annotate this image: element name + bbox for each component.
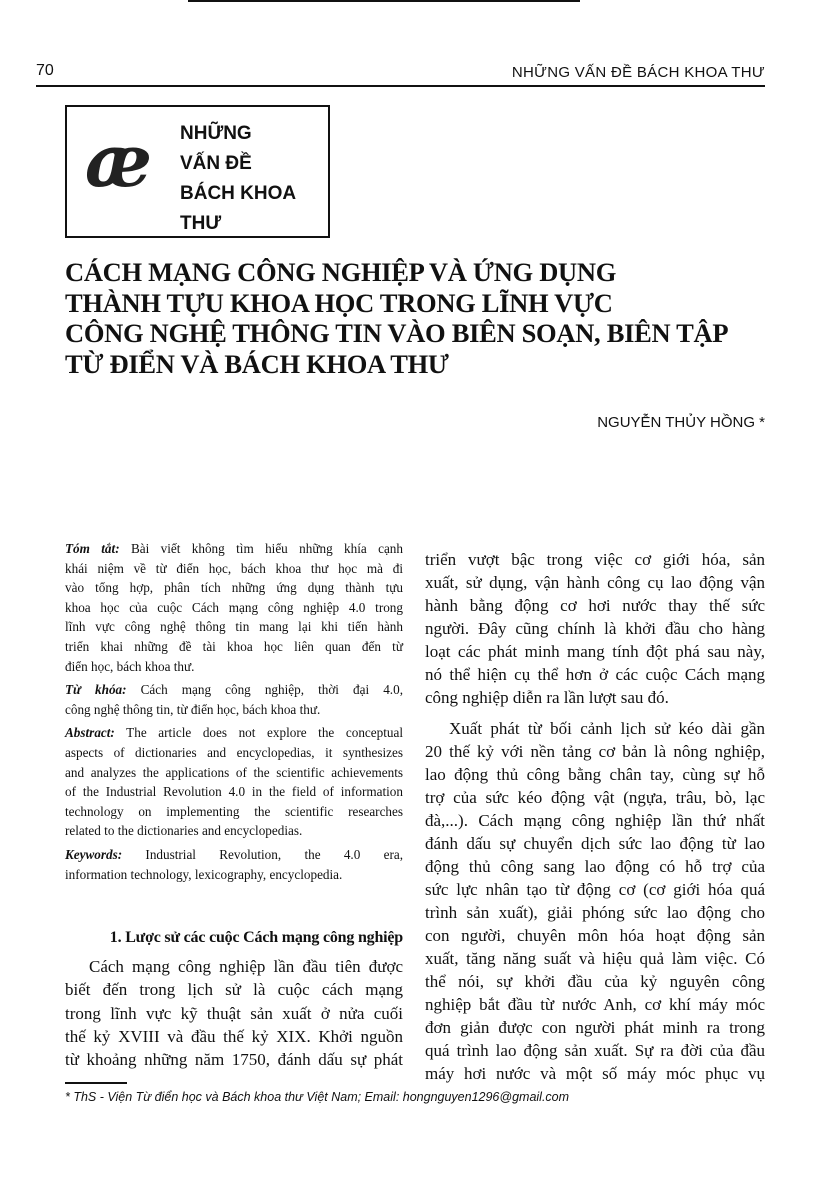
text-line: trợ của sức kéo động vật (ngựa, trâu, bò, lạc (425, 788, 765, 807)
box-title-line: BÁCH KHOA (180, 183, 297, 204)
line-text: Bài viết không tìm hiểu những khía cạnh (119, 541, 403, 556)
text-line: từ khoảng những năm 1750, đánh dấu sự phát (65, 1050, 403, 1070)
title-line: THÀNH TỰU KHOA HỌC TRONG LĨNH VỰC (65, 287, 613, 318)
text-line: đà,...). Cách mạng công nghiệp lần thứ nhất (425, 811, 765, 830)
title-line: TỪ ĐIỂN VÀ BÁCH KHOA THƯ (65, 348, 449, 379)
text-line: nó thể hiện cụ thể hơn ở các cuộc Cách mạng (425, 665, 765, 684)
running-header: NHỮNG VẤN ĐỀ BÁCH KHOA THƯ (511, 64, 765, 81)
right-column-body (425, 548, 765, 1093)
text-line: loạt các phát minh mang tính đột phá sau này, (425, 642, 765, 661)
text-line (65, 763, 403, 783)
text-line: đánh dấu sự chuyển dịch sức lao động từ lao (425, 834, 765, 853)
text-line: biết đến trong lịch sử là cuộc cách mạng (65, 980, 403, 1000)
line-text: aspects of dictionaries and encyclopedias, it synthesizes (65, 744, 403, 760)
text-line (65, 865, 403, 885)
text-line: thể nói, sự khởi đầu của kỷ nguyên công (425, 972, 765, 991)
text-line: Xuất phát từ bối cảnh lịch sử kéo dài gần (449, 719, 765, 738)
line-text: information technology, lexicography, encyclopedia. (65, 866, 343, 882)
text-line: nghiệp bắt đầu từ nước Anh, cơ khí máy móc (425, 995, 765, 1014)
text-line (65, 821, 403, 841)
title-line: CÔNG NGHỆ THÔNG TIN VÀO BIÊN SOẠN, BIÊN TẬP (65, 318, 729, 348)
line-text: điển học, bách khoa thư. (65, 658, 195, 674)
text-line: thế kỷ XVIII và đầu thế kỷ XIX. Khởi nguồn (65, 1026, 403, 1046)
text-line (65, 680, 403, 700)
text-line: lao động thủ công bằng chân tay, cùng sự hỗ (425, 765, 765, 784)
box-title-line: VẤN ĐỀ (180, 153, 252, 174)
text-line (65, 723, 403, 743)
line-text: lĩnh vực công nghệ thông tin mang lại khi tiến hành (65, 619, 403, 635)
text-line: đơn giản được con người phát minh ra trong (425, 1018, 765, 1037)
text-line: trong lĩnh vực kỹ thuật sản xuất ở nửa cuối (65, 1003, 403, 1023)
journal-logo-box (65, 105, 330, 238)
box-title-line: NHỮNG (180, 123, 252, 144)
line-text: technology on implementing the scientific researches (65, 803, 403, 819)
left-column-body (65, 926, 403, 1079)
line-text: and analyzes the applications of the scientific achievements (65, 764, 403, 780)
text-line: động thủ công sang lao động có hỗ trợ của (425, 857, 765, 876)
block-label: Từ khóa: (65, 682, 127, 698)
line-text: vào tổng hợp, phân tích những ứng dụng thành tựu (65, 580, 403, 596)
line-text: công nghệ thông tin, từ điển học, bách khoa thư. (65, 701, 321, 717)
text-line (65, 700, 403, 720)
text-line (65, 539, 403, 559)
abstract-block (65, 539, 403, 676)
block-label: Abstract: (65, 725, 115, 741)
article-title (65, 257, 785, 379)
text-line: công nghiệp diễn ra lần lượt sau đó. (425, 688, 669, 707)
line-text: related to the dictionaries and encyclopedias. (65, 823, 303, 839)
text-line: người. Đây cũng chính là khởi đầu cho hàng (425, 619, 765, 638)
line-text: The article does not explore the conceptual (114, 725, 403, 741)
text-line (65, 743, 403, 763)
line-text: triển khai những đề tài khoa học liên quan đến từ (65, 638, 403, 654)
text-line: máy hơi nước và một số máy móc phục vụ (425, 1064, 765, 1083)
text-line: hành bằng động cơ hơi nước thay thế sức (425, 596, 765, 615)
page-number: 70 (36, 62, 54, 79)
box-title-line: THƯ (180, 213, 222, 234)
ae-logo-icon: æ (85, 118, 153, 203)
text-line (65, 617, 403, 637)
top-rule (188, 0, 580, 2)
text-line: quá trình lao động sản xuất. Sự ra đời của đầu (425, 1041, 765, 1060)
text-line (65, 598, 403, 618)
block-label: Keywords: (65, 846, 123, 862)
text-line: 20 thế kỷ với nền tảng cơ bản là nông nghiệp, (425, 742, 765, 761)
text-line: con người, chuyên môn hóa hoạt động sản (425, 926, 765, 945)
abstract-block (65, 845, 403, 884)
footnote: * ThS - Viện Từ điển học và Bách khoa thư Việt Nam; Email: hongnguyen1296@gmail.com (65, 1090, 570, 1104)
text-line: trình sản xuất), giải phóng sức lao động cho (425, 903, 765, 922)
text-line: xuất, tăng năng suất và hiệu quả làm việc. Có (425, 949, 765, 968)
author: NGUYỄN THỦY HỒNG * (597, 414, 765, 431)
abstract-block (65, 680, 403, 719)
text-line: sức lực nhân tạo từ động cơ (cơ giới hóa quá (425, 880, 765, 899)
abstract-block (65, 723, 403, 841)
paragraph (425, 548, 765, 709)
text-line: xuất, sử dụng, vận hành công cụ lao động vận (425, 573, 765, 592)
header-rule (36, 85, 765, 87)
footnote-rule (65, 1082, 127, 1084)
line-text: Cách mạng công nghiệp, thời đại 4.0, (126, 682, 403, 698)
text-line (65, 637, 403, 657)
block-label: Tóm tắt: (65, 541, 120, 556)
text-line: Cách mạng công nghiệp lần đầu tiên được (89, 957, 403, 977)
paragraph (425, 717, 765, 1085)
abstract-section (65, 539, 403, 888)
text-line (65, 657, 403, 677)
section-heading: 1. Lược sử các cuộc Cách mạng công nghiệp (109, 929, 403, 946)
line-text: khoa học của cuộc Cách mạng công nghiệp 4.0 trong (65, 599, 403, 615)
journal-section-title (180, 119, 296, 239)
paragraph (65, 955, 403, 1071)
text-line (65, 845, 403, 865)
line-text: Industrial Revolution, the 4.0 era, (122, 846, 403, 862)
line-text: khái niệm về từ điển học, bách khoa thư học mà đi (65, 560, 403, 576)
text-line (65, 578, 403, 598)
text-line: triển vượt bậc trong việc cơ giới hóa, sản (425, 550, 765, 569)
text-line (65, 802, 403, 822)
title-line: CÁCH MẠNG CÔNG NGHIỆP VÀ ỨNG DỤNG (65, 257, 617, 287)
text-line (65, 782, 403, 802)
text-line (65, 559, 403, 579)
line-text: of the Industrial Revolution 4.0 in the field of information (65, 784, 403, 800)
